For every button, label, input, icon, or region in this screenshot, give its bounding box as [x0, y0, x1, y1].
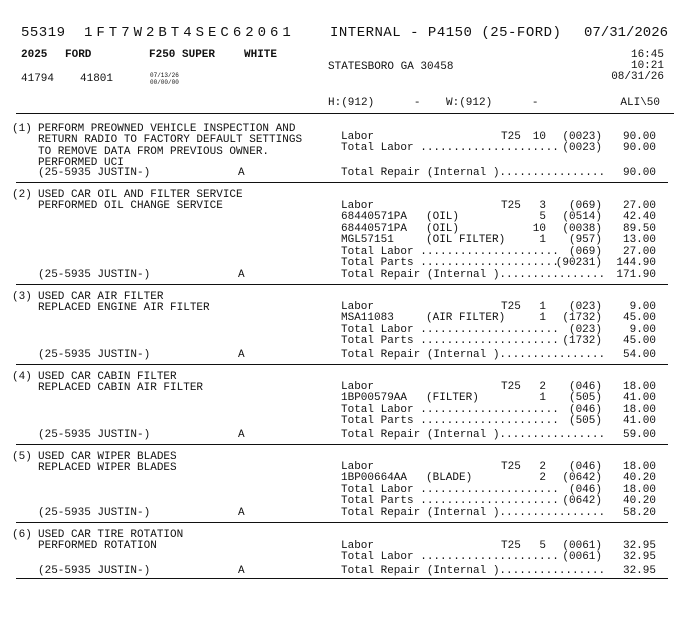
detail-ref: (90231) — [555, 257, 602, 269]
pay-type-code: A — [238, 507, 245, 519]
detail-ref: (046) — [568, 483, 602, 496]
technician: (25-5935 JUSTIN-) — [38, 167, 151, 179]
detail-ref: (0514) — [562, 211, 602, 224]
detail-amount: 18.00 — [622, 403, 656, 416]
phone-home: H:(912) - — [328, 97, 421, 109]
detail-ref: (505) — [568, 392, 602, 405]
detail-description: 68440571PA — [341, 222, 408, 235]
section-divider — [16, 444, 668, 445]
detail-qty: 1 — [539, 312, 546, 325]
detail-ref: (046) — [568, 381, 602, 393]
detail-amount: 18.00 — [622, 461, 656, 473]
pay-type-code: A — [238, 167, 245, 179]
line-description: REPLACED ENGINE AIR FILTER — [38, 302, 210, 315]
line-description: PERFORMED OIL CHANGE SERVICE — [38, 200, 223, 213]
technician: (25-5935 JUSTIN-) — [38, 565, 151, 577]
detail-qty: 10 — [532, 131, 546, 143]
detail-ref: (046) — [568, 461, 602, 473]
line-description: REPLACED CABIN AIR FILTER — [38, 382, 204, 395]
detail-amount: 32.95 — [622, 540, 656, 552]
detail-description: MGL57151 — [341, 234, 394, 247]
detail-description: Labor — [341, 200, 375, 212]
detail-qty: 2 — [539, 381, 546, 393]
vin: 1FT7W2BT4SEC62061 — [84, 25, 295, 41]
detail-qty: 5 — [539, 540, 546, 552]
detail-description: MSA11083 — [341, 312, 394, 325]
detail-description: Total Labor ..................... — [341, 403, 559, 416]
detail-description: Total Parts ..................... — [341, 495, 559, 508]
detail-ref: (069) — [568, 245, 602, 258]
line-description: RETURN RADIO TO FACTORY DEFAULT SETTINGS — [38, 134, 303, 147]
detail-amount: 40.20 — [622, 495, 656, 508]
total-repair-amount: 54.00 — [622, 349, 656, 361]
vehicle-make: FORD — [65, 49, 92, 61]
detail-ref: (1732) — [562, 312, 602, 325]
detail-ref: (0023) — [562, 142, 602, 155]
customer-city: STATESBORO GA 30458 — [328, 61, 454, 73]
detail-ref: (023) — [568, 301, 602, 313]
line-description: REPLACED WIPER BLADES — [38, 462, 177, 475]
detail-amount: 9.00 — [629, 323, 656, 336]
section-divider — [16, 364, 668, 365]
total-repair-label: Total Repair (Internal )................ — [341, 349, 606, 361]
detail-qty: 10 — [532, 222, 546, 235]
total-repair-label: Total Repair (Internal )................ — [341, 167, 606, 179]
line-number: (2) — [12, 189, 32, 201]
detail-description: Total Parts ..................... — [341, 335, 559, 348]
detail-description: 1BP00664AA — [341, 472, 408, 485]
detail-tag: T25 — [501, 381, 521, 393]
detail-description: Total Labor ..................... — [341, 551, 559, 564]
line-number: (6) — [12, 529, 32, 541]
detail-ref: (0061) — [562, 540, 602, 552]
line-number: (3) — [12, 291, 32, 303]
detail-ref: (1732) — [562, 335, 602, 348]
line-number: (1) — [12, 123, 32, 135]
detail-ref: (0061) — [562, 551, 602, 564]
detail-amount: 41.00 — [622, 392, 656, 405]
detail-tag: T25 — [501, 540, 521, 552]
detail-amount: 90.00 — [622, 131, 656, 143]
detail-description: Labor — [341, 461, 375, 473]
ro-type: INTERNAL - P4150 (25-FORD) — [330, 25, 562, 41]
detail-description: Labor — [341, 131, 375, 143]
detail-description: 1BP00579AA — [341, 392, 408, 405]
detail-amount: 42.40 — [622, 211, 656, 224]
detail-ref: (069) — [568, 200, 602, 212]
detail-amount: 144.90 — [616, 257, 656, 269]
detail-note: (OIL) — [426, 211, 460, 224]
total-repair-amount: 90.00 — [622, 167, 656, 179]
line-description: USED CAR TIRE ROTATION — [38, 529, 184, 541]
pay-type-code: A — [238, 565, 245, 577]
line-description: USED CAR CABIN FILTER — [38, 371, 177, 383]
detail-ref: (023) — [568, 323, 602, 336]
mileage: 41801 — [80, 73, 114, 85]
section-divider — [16, 182, 668, 183]
detail-qty: 1 — [539, 392, 546, 405]
small-date-2: 00/00/00 — [150, 79, 179, 86]
line-description: USED CAR OIL AND FILTER SERVICE — [38, 189, 243, 201]
pay-type-code: A — [238, 429, 245, 441]
vehicle-model: F250 SUPER — [149, 49, 216, 61]
detail-qty: 1 — [539, 301, 546, 313]
small-date-1: 07/13/26 — [150, 72, 179, 79]
promise-date: 08/31/26 — [611, 71, 664, 83]
total-repair-amount: 32.95 — [622, 565, 656, 577]
detail-description: Labor — [341, 540, 375, 552]
time-1: 16:45 — [630, 49, 664, 61]
total-repair-label: Total Repair (Internal )................ — [341, 269, 606, 281]
section-divider — [16, 522, 668, 523]
detail-qty: 3 — [539, 200, 546, 212]
ro-number: 55319 — [21, 25, 66, 41]
section-divider — [16, 578, 668, 579]
detail-qty: 1 — [539, 234, 546, 247]
total-repair-label: Total Repair (Internal )................ — [341, 565, 606, 577]
detail-amount: 45.00 — [622, 335, 656, 348]
technician: (25-5935 JUSTIN-) — [38, 429, 151, 441]
detail-description: 68440571PA — [341, 211, 408, 224]
stock-number: 41794 — [21, 73, 55, 85]
detail-amount: 27.00 — [622, 245, 656, 258]
detail-ref: (0038) — [562, 222, 602, 235]
detail-qty: 2 — [539, 472, 546, 485]
detail-amount: 45.00 — [622, 312, 656, 325]
detail-amount: 13.00 — [622, 234, 656, 247]
detail-description: Total Labor ..................... — [341, 483, 559, 496]
detail-description: Total Labor ..................... — [341, 323, 559, 336]
detail-note: (FILTER) — [426, 392, 479, 405]
total-repair-label: Total Repair (Internal )................ — [341, 429, 606, 441]
detail-amount: 18.00 — [622, 483, 656, 496]
detail-description: Labor — [341, 301, 375, 313]
technician: (25-5935 JUSTIN-) — [38, 349, 151, 361]
total-repair-amount: 58.20 — [622, 507, 656, 519]
detail-amount: 18.00 — [622, 381, 656, 393]
detail-description: Labor — [341, 381, 375, 393]
pay-type-code: A — [238, 269, 245, 281]
line-number: (5) — [12, 451, 32, 463]
detail-ref: (957) — [568, 234, 602, 247]
header-divider — [16, 113, 674, 114]
detail-amount: 41.00 — [622, 415, 656, 428]
detail-tag: T25 — [501, 200, 521, 212]
detail-amount: 40.20 — [622, 472, 656, 485]
detail-ref: (505) — [568, 415, 602, 428]
pay-type-code: A — [238, 349, 245, 361]
detail-ref: (0023) — [562, 131, 602, 143]
technician: (25-5935 JUSTIN-) — [38, 269, 151, 281]
line-description: USED CAR WIPER BLADES — [38, 451, 177, 463]
detail-ref: (0642) — [562, 495, 602, 508]
phone-work: W:(912) - — [446, 97, 539, 109]
section-divider — [16, 284, 668, 285]
detail-description: Total Labor ..................... — [341, 245, 559, 258]
vehicle-year: 2025 — [21, 49, 48, 61]
detail-amount: 27.00 — [622, 200, 656, 212]
technician: (25-5935 JUSTIN-) — [38, 507, 151, 519]
detail-qty: 2 — [539, 461, 546, 473]
detail-qty: 5 — [539, 211, 546, 224]
detail-amount: 89.50 — [622, 222, 656, 235]
time-2: 10:21 — [630, 60, 664, 72]
line-description: TO REMOVE DATA FROM PREVIOUS OWNER. — [38, 145, 270, 158]
detail-tag: T25 — [501, 131, 521, 143]
detail-note: (AIR FILTER) — [426, 312, 506, 325]
total-repair-amount: 59.00 — [622, 429, 656, 441]
detail-ref: (046) — [568, 403, 602, 416]
line-number: (4) — [12, 371, 32, 383]
detail-note: (BLADE) — [426, 472, 473, 485]
line-description: PERFORMED ROTATION — [38, 540, 157, 553]
vehicle-color: WHITE — [244, 49, 278, 61]
line-description: PERFORMED UCI — [38, 157, 124, 170]
detail-note: (OIL) — [426, 222, 460, 235]
detail-tag: T25 — [501, 461, 521, 473]
detail-description: Total Parts ..................... — [341, 415, 559, 428]
detail-amount: 32.95 — [622, 551, 656, 564]
detail-tag: T25 — [501, 301, 521, 313]
line-description: PERFORM PREOWNED VEHICLE INSPECTION AND — [38, 123, 296, 135]
detail-description: Total Parts ..................... — [341, 257, 559, 269]
total-repair-amount: 171.90 — [616, 269, 656, 281]
detail-amount: 9.00 — [629, 301, 656, 313]
line-description: USED CAR AIR FILTER — [38, 291, 164, 303]
detail-ref: (0642) — [562, 472, 602, 485]
detail-description: Total Labor ..................... — [341, 142, 559, 155]
ro-date: 07/31/2026 — [584, 25, 669, 41]
ali-code: ALI\50 — [620, 97, 660, 109]
detail-amount: 90.00 — [622, 142, 656, 155]
total-repair-label: Total Repair (Internal )................ — [341, 507, 606, 519]
detail-note: (OIL FILTER) — [426, 234, 506, 247]
